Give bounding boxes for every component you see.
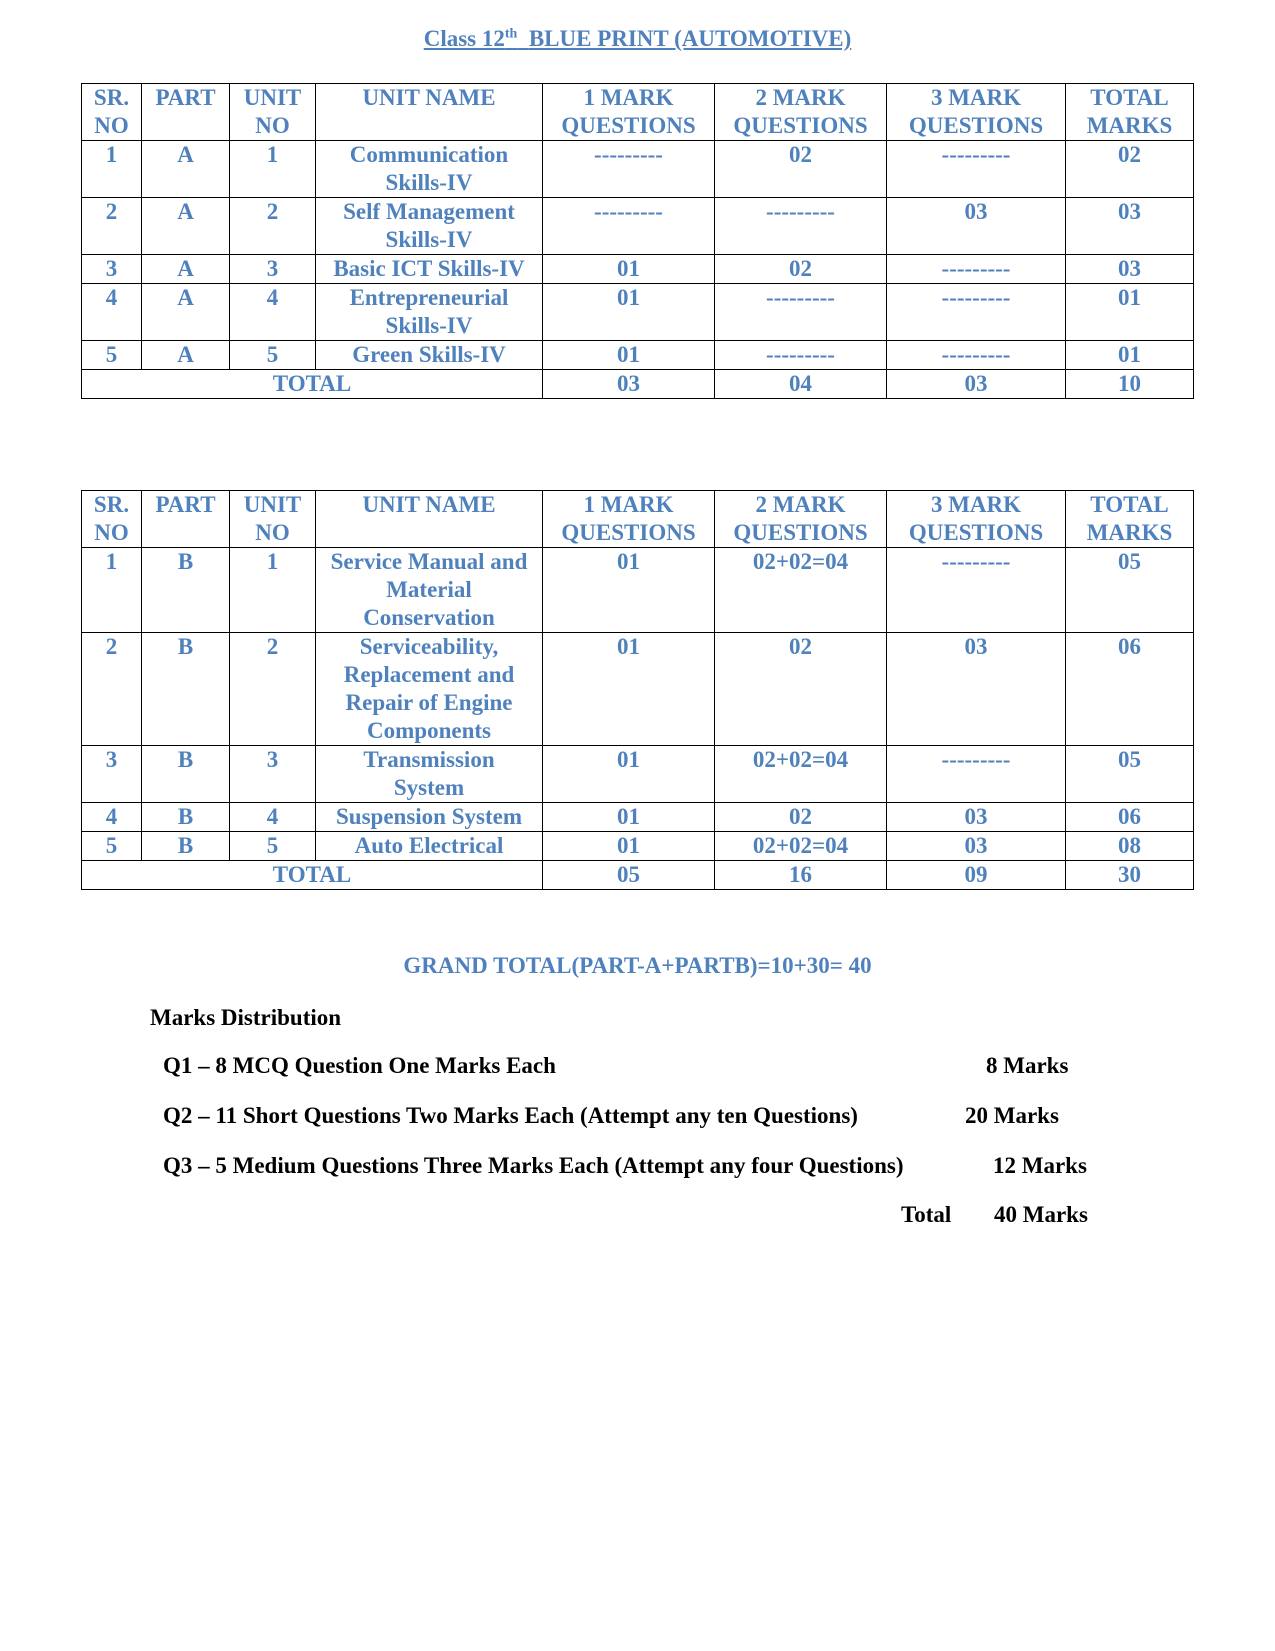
part-a-cell: 3 bbox=[230, 255, 316, 284]
part-a-header-cell: 2 MARK QUESTIONS bbox=[715, 84, 887, 141]
part-a-cell: 4 bbox=[230, 284, 316, 341]
distribution-item-q1: Q1 – 8 MCQ Question One Marks Each bbox=[163, 1053, 556, 1078]
part-b-cell: --------- bbox=[887, 548, 1066, 633]
grand-total: GRAND TOTAL(PART-A+PARTB)=10+30= 40 bbox=[403, 953, 872, 978]
part-b-table bbox=[81, 490, 1194, 890]
part-b-header-cell: TOTAL MARKS bbox=[1066, 491, 1194, 548]
part-a-cell: --------- bbox=[887, 141, 1066, 198]
title-rest: BLUE PRINT (AUTOMOTIVE) bbox=[528, 26, 852, 51]
part-a-cell: Basic ICT Skills-IV bbox=[316, 255, 543, 284]
part-b-cell: 03 bbox=[887, 803, 1066, 832]
part-b-row bbox=[82, 803, 1194, 832]
part-a-cell: Entrepreneurial Skills-IV bbox=[316, 284, 543, 341]
part-b-cell: Serviceability, Replacement and Repair of Engine Components bbox=[316, 633, 543, 746]
part-b-cell: 2 bbox=[230, 633, 316, 746]
part-b-cell: 3 bbox=[82, 746, 142, 803]
part-a-cell: 01 bbox=[543, 341, 715, 370]
part-b-total-cell: TOTAL bbox=[82, 861, 543, 890]
part-b-total-cell: 30 bbox=[1066, 861, 1194, 890]
part-a-cell: A bbox=[142, 284, 230, 341]
part-b-cell: 02 bbox=[715, 803, 887, 832]
marks-distribution-heading: Marks Distribution bbox=[150, 1005, 342, 1030]
part-a-table bbox=[81, 83, 1194, 399]
distribution-marks-q3: 12 Marks bbox=[993, 1153, 1087, 1178]
part-b-cell: 05 bbox=[1066, 548, 1194, 633]
part-b-row bbox=[82, 746, 1194, 803]
part-b-cell: 01 bbox=[543, 746, 715, 803]
title-prefix: Class 12 bbox=[423, 26, 505, 51]
part-a-cell: A bbox=[142, 255, 230, 284]
part-a-cell: 2 bbox=[82, 198, 142, 255]
part-a-cell: --------- bbox=[887, 341, 1066, 370]
part-b-row bbox=[82, 832, 1194, 861]
part-a-cell: 03 bbox=[1066, 198, 1194, 255]
part-b-total-cell: 16 bbox=[715, 861, 887, 890]
distribution-marks-q1: 8 Marks bbox=[986, 1053, 1069, 1078]
part-b-cell: Auto Electrical bbox=[316, 832, 543, 861]
part-b-cell: B bbox=[142, 803, 230, 832]
distribution-item-q3: Q3 – 5 Medium Questions Three Marks Each (Attempt any four Questions) bbox=[163, 1153, 904, 1178]
part-b-header-cell: PART bbox=[142, 491, 230, 548]
part-a-header-cell: 3 MARK QUESTIONS bbox=[887, 84, 1066, 141]
part-a-cell: 01 bbox=[543, 255, 715, 284]
part-a-cell: --------- bbox=[543, 198, 715, 255]
part-a-row bbox=[82, 198, 1194, 255]
part-a-cell: 02 bbox=[715, 141, 887, 198]
part-b-cell: B bbox=[142, 633, 230, 746]
part-b-header-cell: UNIT NO bbox=[230, 491, 316, 548]
part-a-header-row bbox=[82, 84, 1194, 141]
part-a-cell: Communication Skills-IV bbox=[316, 141, 543, 198]
part-b-cell: 03 bbox=[887, 633, 1066, 746]
part-a-row bbox=[82, 341, 1194, 370]
part-a-total-cell: 10 bbox=[1066, 370, 1194, 399]
part-b-total-cell: 09 bbox=[887, 861, 1066, 890]
part-b-header-row bbox=[82, 491, 1194, 548]
part-a-cell: 01 bbox=[1066, 284, 1194, 341]
title-superscript: th bbox=[504, 26, 518, 42]
part-b-cell: 03 bbox=[887, 832, 1066, 861]
part-b-cell: 5 bbox=[230, 832, 316, 861]
part-a-cell: A bbox=[142, 198, 230, 255]
part-a-cell: 03 bbox=[887, 198, 1066, 255]
part-a-cell: 01 bbox=[543, 284, 715, 341]
part-b-cell: 3 bbox=[230, 746, 316, 803]
part-a-cell: 1 bbox=[82, 141, 142, 198]
part-b-header-cell: SR. NO bbox=[82, 491, 142, 548]
part-b-cell: --------- bbox=[887, 746, 1066, 803]
part-a-cell: 5 bbox=[230, 341, 316, 370]
part-b-cell: 1 bbox=[82, 548, 142, 633]
part-a-cell: --------- bbox=[715, 284, 887, 341]
part-b-cell: 01 bbox=[543, 803, 715, 832]
part-a-cell: 02 bbox=[1066, 141, 1194, 198]
distribution-marks-q2: 20 Marks bbox=[965, 1103, 1059, 1128]
part-b-cell: B bbox=[142, 548, 230, 633]
part-a-cell: 3 bbox=[82, 255, 142, 284]
part-a-cell: A bbox=[142, 141, 230, 198]
part-b-total-cell: 05 bbox=[543, 861, 715, 890]
part-b-cell: B bbox=[142, 832, 230, 861]
part-b-cell: B bbox=[142, 746, 230, 803]
part-a-cell: --------- bbox=[887, 284, 1066, 341]
part-a-row bbox=[82, 255, 1194, 284]
distribution-total-marks: 40 Marks bbox=[994, 1202, 1088, 1227]
part-a-total-row bbox=[82, 370, 1194, 399]
part-a-cell: Self Management Skills-IV bbox=[316, 198, 543, 255]
part-a-header-cell: UNIT NO bbox=[230, 84, 316, 141]
part-b-cell: 01 bbox=[543, 832, 715, 861]
page-title bbox=[0, 26, 1275, 52]
part-a-cell: --------- bbox=[715, 198, 887, 255]
part-b-header-cell: UNIT NAME bbox=[316, 491, 543, 548]
part-a-cell: 5 bbox=[82, 341, 142, 370]
part-a-cell: Green Skills-IV bbox=[316, 341, 543, 370]
part-b-cell: 2 bbox=[82, 633, 142, 746]
part-a-cell: 03 bbox=[1066, 255, 1194, 284]
part-a-header-cell: UNIT NAME bbox=[316, 84, 543, 141]
distribution-total-label: Total bbox=[901, 1202, 952, 1227]
part-a-row bbox=[82, 284, 1194, 341]
part-b-header-cell: 2 MARK QUESTIONS bbox=[715, 491, 887, 548]
part-a-cell: 02 bbox=[715, 255, 887, 284]
part-a-total-cell: 03 bbox=[887, 370, 1066, 399]
distribution-item-q2: Q2 – 11 Short Questions Two Marks Each (Attempt any ten Questions) bbox=[163, 1103, 858, 1128]
part-b-cell: 08 bbox=[1066, 832, 1194, 861]
part-b-cell: 02+02=04 bbox=[715, 832, 887, 861]
part-b-cell: 4 bbox=[82, 803, 142, 832]
part-a-header-cell: SR. NO bbox=[82, 84, 142, 141]
part-a-cell: 1 bbox=[230, 141, 316, 198]
part-b-cell: 02+02=04 bbox=[715, 548, 887, 633]
part-a-cell: --------- bbox=[715, 341, 887, 370]
part-a-cell: 01 bbox=[1066, 341, 1194, 370]
part-b-cell: Suspension System bbox=[316, 803, 543, 832]
part-a-cell: --------- bbox=[887, 255, 1066, 284]
part-b-cell: 1 bbox=[230, 548, 316, 633]
part-b-cell: 02+02=04 bbox=[715, 746, 887, 803]
part-a-row bbox=[82, 141, 1194, 198]
part-a-cell: 4 bbox=[82, 284, 142, 341]
part-b-header-cell: 1 MARK QUESTIONS bbox=[543, 491, 715, 548]
part-a-cell: A bbox=[142, 341, 230, 370]
part-b-cell: Service Manual and Material Conservation bbox=[316, 548, 543, 633]
part-b-total-row bbox=[82, 861, 1194, 890]
part-b-cell: 05 bbox=[1066, 746, 1194, 803]
part-a-cell: 2 bbox=[230, 198, 316, 255]
part-b-cell: 06 bbox=[1066, 633, 1194, 746]
part-b-cell: 02 bbox=[715, 633, 887, 746]
part-b-cell: 01 bbox=[543, 633, 715, 746]
part-a-header-cell: PART bbox=[142, 84, 230, 141]
part-a-total-cell: 03 bbox=[543, 370, 715, 399]
part-b-cell: 4 bbox=[230, 803, 316, 832]
part-a-cell: --------- bbox=[543, 141, 715, 198]
part-a-header-cell: TOTAL MARKS bbox=[1066, 84, 1194, 141]
part-b-cell: Transmission System bbox=[316, 746, 543, 803]
part-b-cell: 5 bbox=[82, 832, 142, 861]
part-b-row bbox=[82, 548, 1194, 633]
part-a-header-cell: 1 MARK QUESTIONS bbox=[543, 84, 715, 141]
part-a-total-cell: 04 bbox=[715, 370, 887, 399]
part-b-cell: 01 bbox=[543, 548, 715, 633]
part-a-total-cell: TOTAL bbox=[82, 370, 543, 399]
part-b-row bbox=[82, 633, 1194, 746]
part-b-cell: 06 bbox=[1066, 803, 1194, 832]
part-b-header-cell: 3 MARK QUESTIONS bbox=[887, 491, 1066, 548]
